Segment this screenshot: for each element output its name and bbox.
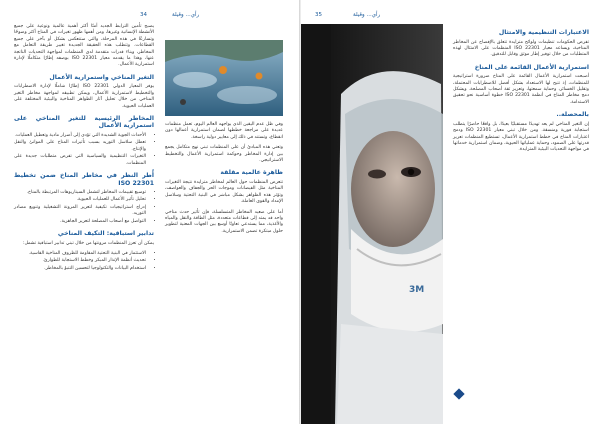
list-item: • التواصل مع أصحاب المصلحة لتعزيز الجاهزية. [14, 219, 146, 225]
paragraph: تفرض الحكومات تنظيمات ولوائح متزايدة تتعلق بالإفصاح عن المخاطر المناخية، ويساعد معيار ISO 22301 المنظمات على الامتثال لهذه المتطلبات من خلال توفير إطار موثق وقابل للتدقيق. [453, 39, 589, 58]
paragraph: أما على صعيد المخاطر المتسلسلة، فإن تأثير حدث مناخي واحد قد يمتد إلى قطاعات متعددة، مثل الطاقة والنقل والمياه والأغذية، مما يستدعي تعاونًا أوسع بين الجهات المعنية لتطوير حلول مبتكرة تضمن الاستمرارية. [165, 209, 283, 234]
svg-text:3M: 3M [409, 285, 425, 295]
right-page-header: رأي... وقيلة [353, 12, 381, 18]
right-page [301, 0, 600, 424]
hazmat-photo [301, 24, 443, 424]
list-item: • توسيع تقييمات المخاطر لتشمل السيناريوهات المرتبطة بالمناخ. [14, 190, 146, 196]
left-column-1 [14, 24, 154, 414]
section-title: أُطر النظر في مخاطر المناخ ضمن تخطيط ISO 22301 [14, 172, 154, 187]
paragraph: تتعرض المنظمات حول العالم لمخاطر متزايدة نتيجة التغيرات المناخية مثل الفيضانات وموجات الحر والجفاف والعواصف، وتؤثر هذه الظواهر بشكل مباشر في البنية التحتية وسلاسل الإمداد والقوى العاملة. [165, 179, 283, 205]
section-title: الاعتبارات التنظيمية والامتثال [498, 29, 589, 36]
left-column-2 [165, 122, 283, 412]
list-item: • تحليل تأثير الأعمال للعمليات الحيوية. [14, 197, 146, 203]
flood-photo-icon [165, 40, 283, 116]
paragraph: أصبحت استمرارية الأعمال القائمة على المناخ ضرورة استراتيجية للمنظمات، إذ تتيح لها الاستعداد بشكل أفضل للاضطرابات المحتملة، وتقليل الخسائر، وحماية سمعتها، وتعزيز ثقة أصحاب المصلحة. ويشكل دمج مخاطر المناخ في أنظمة ISO 22301 خطوة أساسية نحو تحقيق الاستدامة. [453, 74, 589, 105]
paragraph: وتعني هذه المبادئ أن على المنظمات تبني نهج متكامل يجمع بين إدارة المخاطر وحوكمة استمرارية الأعمال والتخطيط الاستراتيجي. [165, 145, 283, 164]
section-title: استمرارية الأعمال القائمة على المناخ [474, 63, 589, 71]
right-page-number: 35 [315, 12, 322, 18]
section-paragraph: يوفر المعيار الدولي ISO 22301 إطارًا شاملًا لإدارة الاضطرابات والتخطيط لاستمرارية الأعمال، ويمكن تطبيقه لمواجهة مخاطر التغير المناخي من خلال تحليل آثار الظواهر المناخية والبيئية المختلفة على العمليات الحيوية. [14, 84, 154, 109]
list-item: • تحديث أنظمة الإنذار المبكر وخطط الاستجابة للطوارئ. [14, 258, 146, 264]
left-page-number: 34 [140, 12, 147, 18]
section-title: ظاهرة عالمية مقلقة [220, 169, 283, 177]
list-item: • إدراج استراتيجيات تكيفية لتعزيز المرونة التشغيلية وتنويع مصادر التوريد. [14, 205, 146, 218]
paragraph: وفي ظل عدم اليقين الذي يواجهه العالم اليوم، تعمل منظمات عديدة على مراجعة خططها لضمان استمرارية أعمالها دون انقطاع، وتستند في ذلك إلى معايير دولية راسخة. [165, 122, 283, 140]
section-title: تدابير استباقية: التكيف المناخي [57, 230, 154, 238]
section-title: التغير المناخي واستمرارية الأعمال [49, 73, 154, 81]
left-page [0, 0, 299, 424]
list-item: • الاستثمار في البنية التحتية المقاومة للظروف المناخية القاسية. [14, 251, 146, 257]
flood-photo [165, 40, 283, 116]
right-column [453, 24, 589, 414]
bullet-list [14, 190, 154, 225]
list-item: • التغيرات التنظيمية والسياسية التي تفرض متطلبات جديدة على المنظمات. [14, 154, 146, 167]
section-title: المخاطر الرئيسية للتغير المناخي على استمرارية الأعمال [14, 114, 154, 130]
list-item: • استخدام البيانات والتكنولوجيا لتحسين التنبؤ بالمخاطر. [14, 266, 146, 272]
intro-paragraph: يصبح تأمين الترابط الجديد أمنًا أكثر أهمية عالمية ونوعية على جميع الأنشطة الإنسانية وغيرها، ومن أهمها ظهور تغيرات في المناخ أكثر وضوحًا وتسارعًا في هذه المرحلة، والتي ستنعكس بشكل أو بآخر على جميع القطاعات. وتتطلب هذه الحقيقة الجديدة تغيير طريقة التعامل مع المخاطر، وبناء قدرات متقدمة لدى المنظمات لمواجهة التحديات الناتجة عنها، وهذا ما يقدمه معيار ISO 22301 بوصفه إطارًا متكاملًا لإدارة استمرارية الأعمال. [14, 24, 154, 68]
hazmat-worker-photo-icon [301, 24, 443, 424]
section-paragraph: يمكن أن تعزز المنظمات مرونتها من خلال تبني تدابير استباقية تشمل: [22, 240, 154, 246]
left-page-header: رأي... وقيلة [172, 12, 200, 18]
list-item: • تعطل سلاسل التوريد بسبب تأثيرات المناخ على الموانئ والنقل والإنتاج. [14, 140, 146, 153]
paragraph: إن التغير المناخي لم يعد تهديدًا مستقبليًا بعيدًا، بل واقعًا حاضرًا يتطلب استجابة فورية ومنسقة. ومن خلال تبني معيار ISO 22301 ودمج اعتبارات المناخ في خطط استمرارية الأعمال، تستطيع المنظمات تعزيز قدرتها على الصمود، وحماية عملياتها الحيوية، وضمان استمرارية خدماتها في مواجهة التحديات البيئية المتزايدة. [453, 121, 590, 153]
list-item: • الأحداث الجوية الشديدة التي تؤدي إلى أضرار مادية وتعطيل العمليات. [14, 133, 146, 139]
section-title: بالمحصلة.. [556, 111, 589, 119]
bullet-list [14, 251, 154, 272]
bullet-list [14, 133, 154, 167]
